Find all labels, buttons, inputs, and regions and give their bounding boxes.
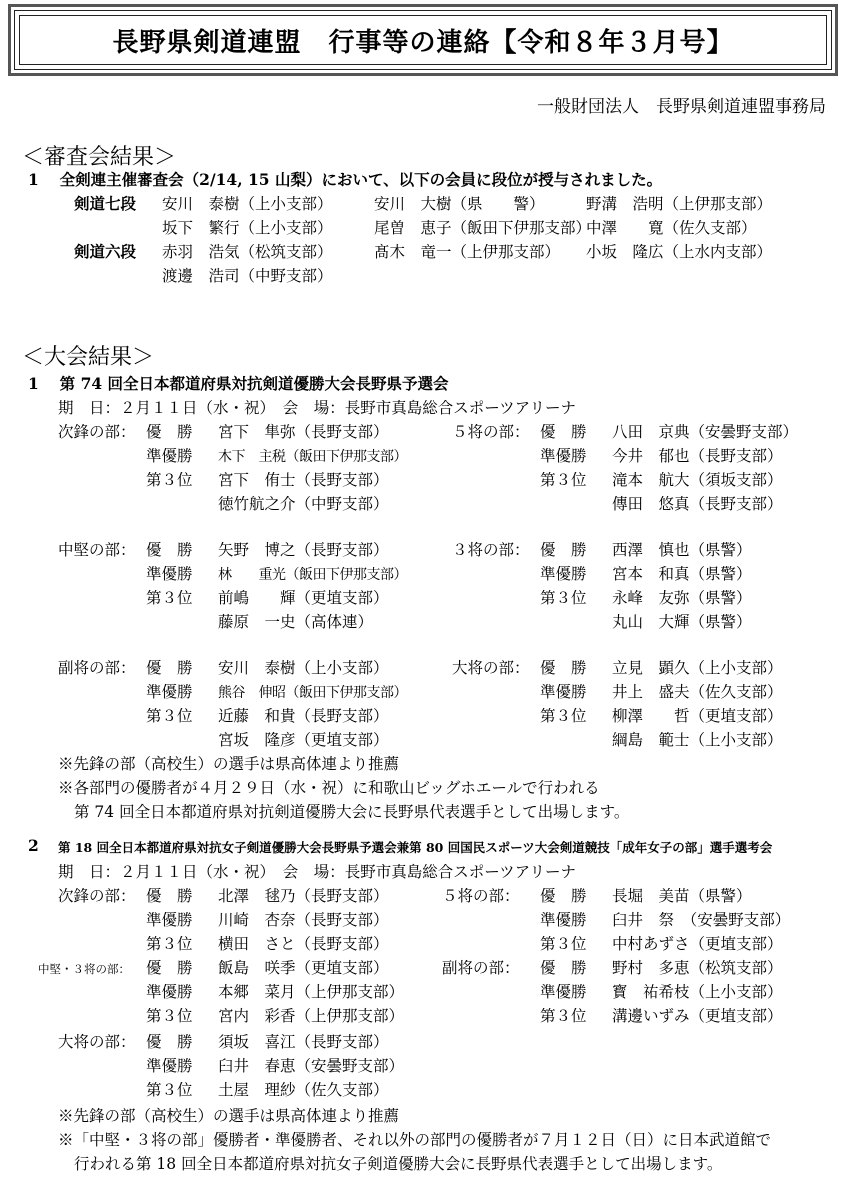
result-row: [58, 704, 783, 726]
winner: 林 重光（飯田下伊那支部）: [218, 567, 407, 583]
division-label: 大将の部：: [452, 659, 530, 677]
winner: 横田 さと（長野支部）: [218, 935, 389, 953]
dan6-label: 剣道六段: [74, 242, 137, 261]
result-row: [58, 908, 790, 930]
result-row: [58, 468, 783, 490]
winner: 寳 祐希枝（上小支部）: [612, 983, 783, 1001]
winner: 綱島 範士（上小支部）: [612, 731, 783, 749]
result-row: [58, 728, 783, 750]
winner: 今井 郁也（長野支部）: [612, 447, 783, 465]
rank: 優 勝: [540, 887, 587, 905]
division-label: 大将の部：: [58, 1033, 136, 1051]
result-row: [58, 492, 783, 514]
winner: 八田 京典（安曇野支部）: [612, 423, 799, 441]
t2-info: 期 日：２月１１日（水・祝） 会 場：長野市真島総合スポーツアリーナ: [58, 863, 577, 881]
winner: 永峰 友弥（県警）: [612, 589, 752, 607]
result-row: [58, 1078, 389, 1100]
winner: 北澤 毬乃（長野支部）: [218, 887, 389, 905]
rank: 第３位: [540, 471, 587, 489]
result-row: [58, 932, 783, 954]
dan7-label: 剣道七段: [74, 194, 137, 213]
dan-row: [74, 192, 772, 214]
division-label: ５将の部：: [452, 423, 530, 441]
title-box: [14, 10, 832, 70]
result-row: [58, 680, 783, 702]
rank: 優 勝: [540, 423, 587, 441]
rank: 第３位: [146, 1007, 193, 1025]
rank: 第３位: [146, 935, 193, 953]
winner: 宮内 彩香（上伊那支部）: [218, 1007, 405, 1025]
t2-note3: 行われる第 18 回全日本都道府県対抗女子剣道優勝大会に長野県代表選手として出場します。: [74, 1155, 723, 1173]
t2-title: 第 18 回全日本都道府県対抗女子剣道優勝大会長野県予選会兼第 80 回国民スポーツ大会剣道競技「成年女子の部」選手選考会: [58, 840, 773, 855]
rank: 第３位: [146, 471, 193, 489]
winner: 本郷 菜月（上伊那支部）: [218, 983, 405, 1001]
rank: 優 勝: [146, 423, 193, 441]
t1-note3: 第 74 回全日本都道府県対抗剣道優勝大会に長野県代表選手として出場します。: [74, 803, 630, 821]
winner: 徳竹航之介（中野支部）: [218, 495, 389, 513]
winner: 溝邊いずみ（更埴支部）: [612, 1007, 783, 1025]
dan-entry: 野溝 浩明（上伊那支部）: [586, 195, 773, 213]
division-label: 中堅の部：: [58, 541, 136, 559]
rank: 優 勝: [146, 887, 193, 905]
division-label: ３将の部：: [452, 541, 530, 559]
shinsa-heading: ＜審査会結果＞: [22, 145, 177, 170]
winner: 前嶋 輝（更埴支部）: [218, 589, 389, 607]
dan-row: [74, 216, 757, 238]
dan-entry: 髙木 竜一（上伊那支部）: [374, 243, 561, 261]
result-row: [58, 1004, 783, 1026]
division-label: 副将の部：: [442, 959, 520, 977]
rank: 準優勝: [540, 565, 587, 583]
winner: 宮下 侑士（長野支部）: [218, 471, 389, 489]
dan-entry: 小坂 隆広（上水内支部）: [586, 243, 773, 261]
rank: 準優勝: [146, 565, 193, 583]
page-title: 長野県剣道連盟 行事等の連絡【令和８年３月号】: [19, 15, 827, 65]
winner: 飯島 咲季（更埴支部）: [218, 959, 389, 977]
rank: 第３位: [146, 707, 193, 725]
t2-note2: ※「中堅・３将の部」優勝者・準優勝者、それ以外の部門の優勝者が７月１２日（日）に日本武道館で: [58, 1131, 772, 1149]
winner: 宮本 和真（県警）: [612, 565, 752, 583]
t2-num: 2: [28, 836, 39, 855]
rank: 優 勝: [146, 1033, 193, 1051]
winner: 長堀 美苗（県警）: [612, 887, 752, 905]
taikai-heading: ＜大会結果＞: [22, 345, 155, 370]
winner: 近藤 和貴（長野支部）: [218, 707, 389, 725]
winner: 矢野 博之（長野支部）: [218, 541, 389, 559]
division-label: ５将の部：: [442, 887, 520, 905]
issuer: 一般財団法人 長野県剣道連盟事務局: [537, 97, 826, 117]
winner: 野村 多恵（松筑支部）: [612, 959, 783, 977]
result-row: [58, 610, 752, 632]
winner: 安川 泰樹（上小支部）: [218, 659, 389, 677]
winner: 井上 盛夫（佐久支部）: [612, 683, 783, 701]
rank: 準優勝: [146, 447, 193, 465]
result-row: [58, 656, 783, 678]
rank: 第３位: [540, 589, 587, 607]
dan-row: [74, 264, 374, 286]
rank: 優 勝: [540, 541, 587, 559]
rank: 準優勝: [146, 911, 193, 929]
winner: 丸山 大輝（県警）: [612, 613, 752, 631]
result-row: [58, 420, 798, 442]
rank: 準優勝: [146, 1057, 193, 1075]
winner: 中村あずさ（更埴支部）: [612, 935, 783, 953]
dan-entry: 安川 泰樹（上小支部）: [162, 195, 333, 213]
result-row: [58, 884, 752, 906]
division-label: 副将の部：: [58, 659, 136, 677]
winner: 土屋 理紗（佐久支部）: [218, 1081, 389, 1099]
rank: 第３位: [540, 707, 587, 725]
rank: 準優勝: [540, 683, 587, 701]
dan-entry: 尾曽 恵子（飯田下伊那支部）: [374, 219, 592, 237]
winner: 須坂 喜江（長野支部）: [218, 1033, 389, 1051]
dan-entry: 中澤 寛（佐久支部）: [586, 219, 757, 237]
result-row: [58, 586, 752, 608]
result-row: [38, 956, 783, 978]
result-row: [58, 444, 783, 466]
rank: 準優勝: [146, 983, 193, 1001]
rank: 第３位: [540, 935, 587, 953]
winner: 藤原 一史（高体連）: [218, 613, 374, 631]
winner: 木下 主税（飯田下伊那支部）: [218, 449, 407, 465]
winner: 宮坂 隆彦（更埴支部）: [218, 731, 389, 749]
rank: 優 勝: [146, 659, 193, 677]
winner: 臼井 祭 （安曇野支部）: [612, 911, 791, 929]
rank: 準優勝: [540, 447, 587, 465]
rank: 準優勝: [540, 911, 587, 929]
result-row: [58, 1030, 389, 1052]
result-row: [58, 980, 783, 1002]
rank: 準優勝: [146, 683, 193, 701]
winner: 宮下 隼弥（長野支部）: [218, 423, 389, 441]
t1-note1: ※先鋒の部（高校生）の選手は県高体連より推薦: [58, 755, 400, 773]
winner: 傳田 悠真（長野支部）: [612, 495, 783, 513]
winner: 西澤 慎也（県警）: [612, 541, 752, 559]
division-label: 次鋒の部：: [58, 423, 136, 441]
rank: 優 勝: [146, 959, 193, 977]
dan-entry: 安川 大樹（県 警）: [374, 195, 545, 213]
t1-info: 期 日：２月１１日（水・祝） 会 場：長野市真島総合スポーツアリーナ: [58, 399, 577, 417]
winner: 熊谷 伸昭（飯田下伊那支部）: [218, 685, 407, 701]
dan-entry: 渡邊 浩司（中野支部）: [162, 267, 333, 285]
t1-title: 1 第 74 回全日本都道府県対抗剣道優勝大会長野県予選会: [28, 374, 449, 393]
rank: 優 勝: [540, 959, 587, 977]
rank: 優 勝: [540, 659, 587, 677]
rank: 準優勝: [540, 983, 587, 1001]
dan-row: [74, 240, 772, 262]
shinsa-item1: 1 全剣連主催審査会（2/14, 15 山梨）において、以下の会員に段位が授与されました。: [28, 170, 663, 189]
dan-entry: 坂下 繁行（上小支部）: [162, 219, 333, 237]
rank: 第３位: [540, 1007, 587, 1025]
winner: 滝本 航大（須坂支部）: [612, 471, 783, 489]
division-label: 中堅・３将の部：: [38, 962, 130, 976]
winner: 立見 顕久（上小支部）: [612, 659, 783, 677]
winner: 臼井 春恵（安曇野支部）: [218, 1057, 405, 1075]
division-label: 次鋒の部：: [58, 887, 136, 905]
winner: 柳澤 哲（更埴支部）: [612, 707, 783, 725]
result-row: [58, 1054, 404, 1076]
t1-note2: ※各部門の優勝者が４月２９日（水・祝）に和歌山ビッグホエールで行われる: [58, 779, 600, 797]
result-row: [58, 562, 752, 584]
rank: 第３位: [146, 589, 193, 607]
winner: 川崎 杏奈（長野支部）: [218, 911, 389, 929]
result-row: [58, 538, 752, 560]
rank: 第３位: [146, 1081, 193, 1099]
t2-note1: ※先鋒の部（高校生）の選手は県高体連より推薦: [58, 1107, 400, 1125]
rank: 優 勝: [146, 541, 193, 559]
dan-entry: 赤羽 浩気（松筑支部）: [162, 243, 333, 261]
